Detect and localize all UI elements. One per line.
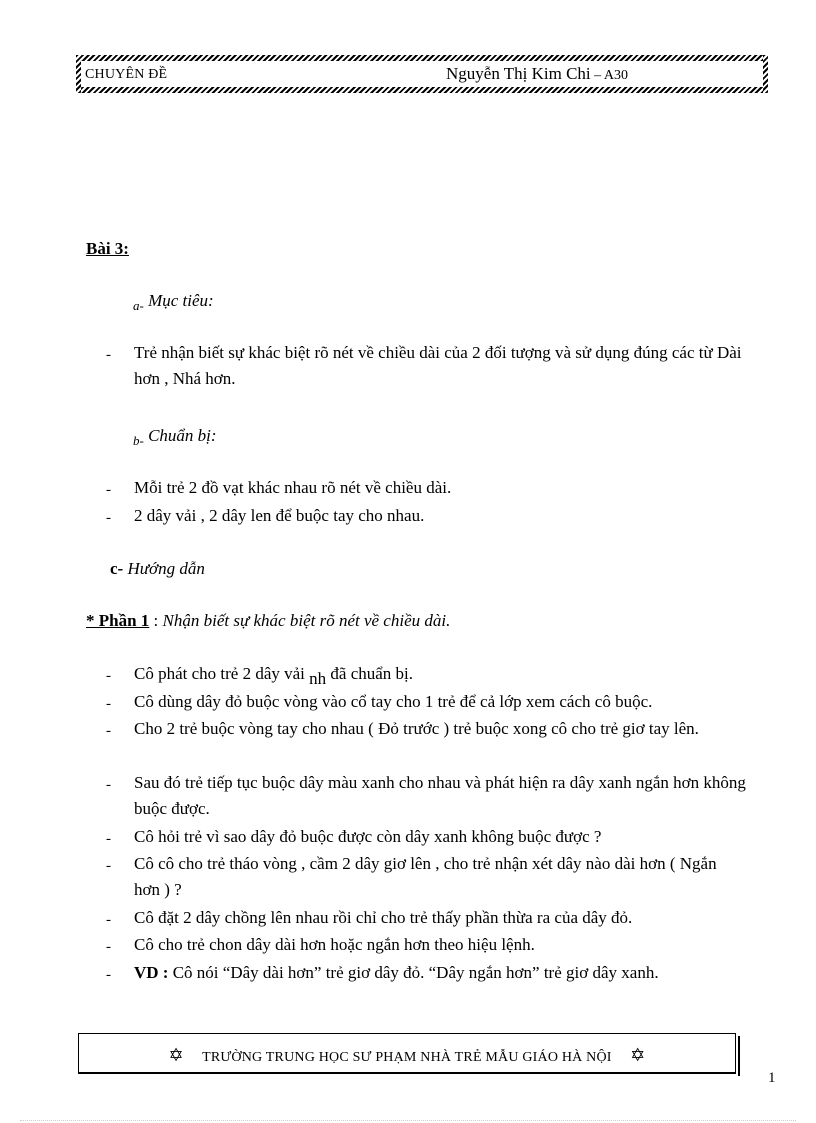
- step-text-post: đã chuẩn bị.: [326, 664, 414, 683]
- step-text: Cô dùng dây đỏ buộc vòng vào cổ tay cho 1 trẻ để cả lớp xem cách cô buộc.: [134, 692, 653, 711]
- prep-item: [106, 503, 746, 529]
- page-number: 1: [768, 1070, 776, 1086]
- step-text: Cô cho trẻ chon dây dài hơn hoặc ngắn hơn theo hiệu lệnh.: [134, 935, 535, 954]
- header-topic: CHUYÊN ĐỀ: [85, 67, 168, 82]
- section-b-label: Chuẩn bị:: [148, 426, 217, 445]
- dash-bullet: -: [106, 510, 111, 526]
- star-of-david-icon: ✡: [630, 1045, 646, 1065]
- page-footer: [78, 1033, 736, 1074]
- part1-colon: :: [149, 611, 163, 630]
- step-item: [106, 905, 746, 931]
- step-text: [134, 661, 746, 687]
- dash-bullet: -: [106, 777, 111, 793]
- dash-bullet: -: [106, 967, 111, 983]
- section-a-prefix: a-: [133, 298, 144, 313]
- prep-text: Mỗi trẻ 2 đồ vạt khác nhau rõ nét về chiều dài.: [134, 478, 452, 497]
- header-border-left: [76, 55, 81, 93]
- dash-bullet: -: [106, 723, 111, 739]
- dash-bullet: -: [106, 912, 111, 928]
- dash-bullet: -: [106, 482, 111, 498]
- prep-item: [106, 475, 746, 501]
- section-b-heading: [133, 423, 217, 450]
- header-author-block: [446, 64, 628, 84]
- step-item: [106, 932, 746, 958]
- example-label: VD :: [134, 963, 169, 982]
- part1-marker: * Phần 1: [86, 611, 150, 630]
- step-item: [106, 960, 746, 986]
- section-c-label: Hướng dẫn: [127, 559, 205, 578]
- header-border-bottom: [76, 87, 768, 93]
- dash-bullet: -: [106, 696, 111, 712]
- step-text: Cho 2 trẻ buộc vòng tay cho nhau ( Đỏ trước ) trẻ buộc xong cô cho trẻ giơ tay lên.: [134, 719, 699, 738]
- section-c-prefix: c-: [110, 559, 124, 578]
- step-text: Sau đó trẻ tiếp tục buộc dây màu xanh cho nhau và phát hiện ra dây xanh ngắn hơn không buộc được.: [134, 773, 746, 818]
- section-a-label: Mục tiêu:: [148, 291, 214, 310]
- dash-bullet: -: [106, 831, 111, 847]
- dash-bullet: -: [106, 347, 111, 363]
- step-text: Cô đặt 2 dây chồng lên nhau rồi chỉ cho trẻ thấy phần thừa ra của dây đỏ.: [134, 908, 633, 927]
- step-item: [106, 661, 746, 687]
- section-a-heading: [133, 288, 214, 315]
- step-text: Cô hỏi trẻ vì sao dây đỏ buộc được còn dây xanh không buộc được ?: [134, 827, 602, 846]
- example-text: Cô nói “Dây dài hơn” trẻ giơ dây đỏ. “Dây ngắn hơn” trẻ giơ dây xanh.: [168, 963, 659, 982]
- step-item: [106, 824, 746, 850]
- objective-text: Trẻ nhận biết sự khác biệt rõ nét về chiều dài của 2 đối tượng và sử dụng đúng các từ Dài hơn , Nhá hơn.: [134, 343, 742, 388]
- step-item: [106, 770, 746, 822]
- page-header: [76, 55, 768, 93]
- dash-bullet: -: [106, 858, 111, 874]
- step-text-pre: Cô phát cho trẻ 2 dây vải: [134, 664, 310, 683]
- header-author: Nguyễn Thị Kim Chi: [446, 64, 591, 83]
- step-item: [106, 716, 746, 742]
- page-bottom-divider: [20, 1120, 796, 1121]
- header-border-right: [763, 55, 768, 93]
- step-item: [106, 851, 746, 903]
- header-border-top: [76, 55, 768, 61]
- objective-item: [106, 340, 746, 392]
- footer-school-name: TRƯỜNG TRUNG HỌC SƯ PHẠM NHÀ TRẺ MẪU GIÁO HÀ NỘI: [202, 1050, 612, 1065]
- section-b-prefix: b-: [133, 433, 144, 448]
- star-of-david-icon: ✡: [168, 1045, 184, 1065]
- part1-heading: [86, 608, 450, 634]
- step-text: Cô cô cho trẻ tháo vòng , cầm 2 dây giơ lên , cho trẻ nhận xét dây nào dài hơn ( Ngắn hơn ) ?: [134, 854, 717, 899]
- section-c-heading: [110, 556, 205, 582]
- prep-text: 2 dây vải , 2 dây len để buộc tay cho nhau.: [134, 506, 425, 525]
- dash-bullet: -: [106, 939, 111, 955]
- step-item: [106, 689, 746, 715]
- step-text-sub: nh: [309, 669, 327, 688]
- lesson-title: Bài 3:: [86, 239, 129, 258]
- footer-line: [79, 1045, 735, 1066]
- dash-bullet: -: [106, 668, 111, 684]
- step-text: [134, 960, 746, 986]
- header-class: – A30: [590, 68, 629, 83]
- part1-title: Nhận biết sự khác biệt rõ nét về chiều dài.: [162, 611, 451, 630]
